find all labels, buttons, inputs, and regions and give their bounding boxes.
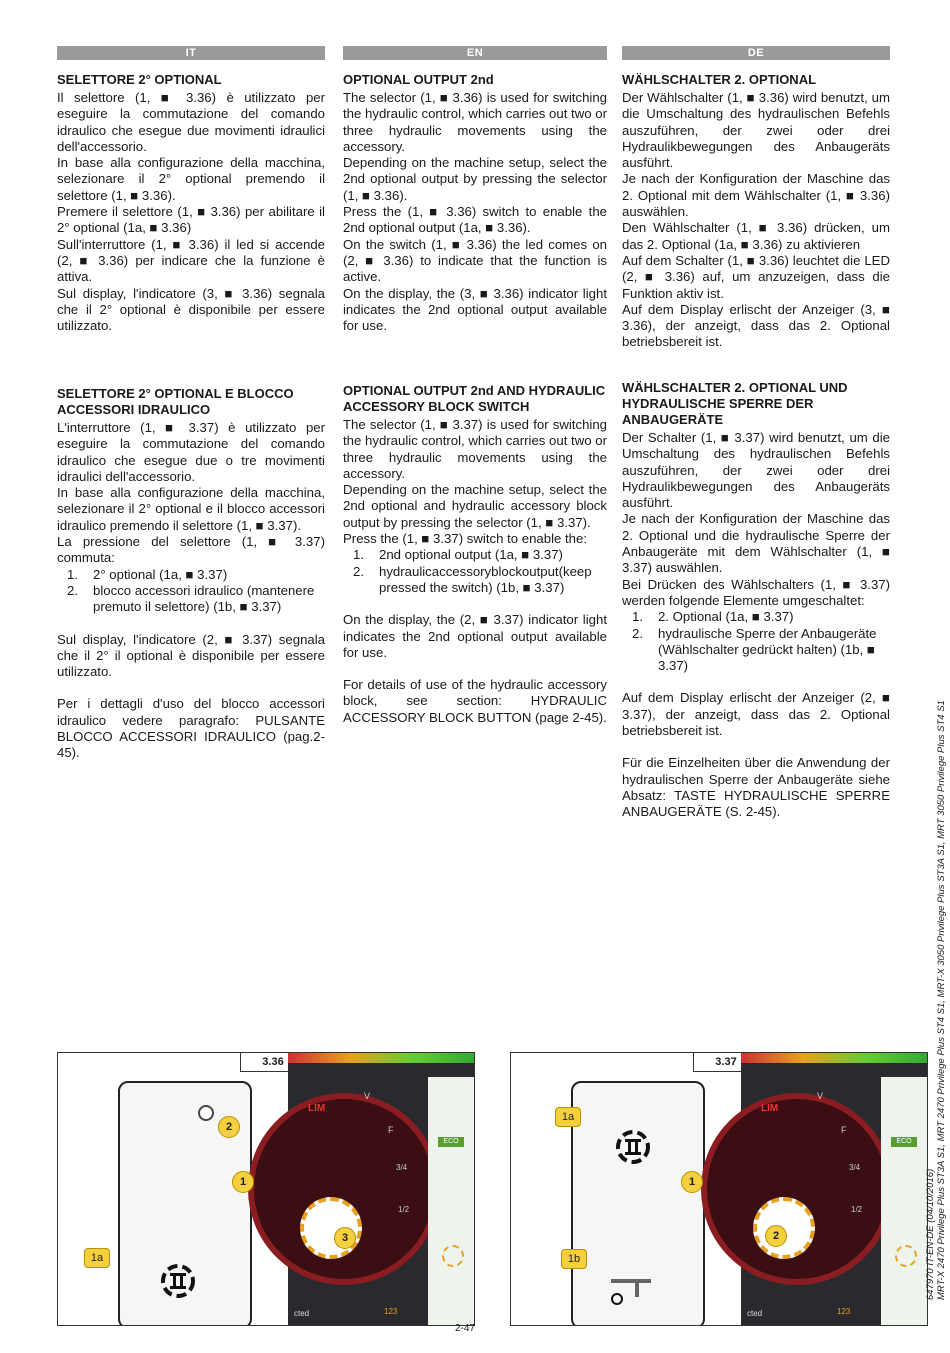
paragraph: On the display, the (2, ■ 3.37) indicator light indicates the 2nd optional output available for use.: [343, 612, 607, 660]
column-german: [622, 46, 890, 820]
eco-badge: ECO: [438, 1137, 464, 1147]
dashboard-display: [288, 1053, 474, 1325]
paragraph: Auf dem Display erlischt der Anzeiger (2, ■ 3.37), der anzeigt, dass das 2. Optional betriebsbereit ist.: [622, 690, 890, 739]
optional-output-indicator-icon: [442, 1245, 464, 1267]
voltage-label: V: [817, 1091, 824, 1101]
gauge-dial: [248, 1093, 440, 1285]
fuel-3-4-label: 3/4: [849, 1163, 861, 1172]
section-title: OPTIONAL OUTPUT 2nd AND HYDRAULIC ACCESSORY BLOCK SWITCH: [343, 383, 606, 414]
accessory-block-icon: [607, 1269, 657, 1309]
paragraph: Il selettore (1, ■ 3.36) è utilizzato per eseguire la commutazione del comando idraulico che esegue due movimenti idraulici dell'accessorio.: [57, 90, 325, 154]
fuel-1-2-label: 1/2: [851, 1205, 863, 1214]
dashboard-display: [741, 1053, 927, 1325]
section-title: SELETTORE 2° OPTIONAL: [57, 72, 222, 87]
list-item: 1. 2nd optional output (1a, ■ 3.37): [353, 547, 563, 563]
paragraph: Depending on the machine setup, select the 2nd optional output by pressing the selector (1, ■ 3.36).: [343, 155, 607, 203]
callout-1: 1: [681, 1171, 703, 1193]
led-indicator: [198, 1105, 214, 1121]
figure-3-37: [510, 1052, 928, 1326]
section-it-1: [57, 72, 325, 334]
section-en-2: [343, 383, 607, 726]
list-item: 2. hydraulische Sperre der Anbaugeräte (Wählschalter gedrückt halten) (1b, ■ 3.37): [632, 625, 877, 674]
section-de-1: [622, 72, 890, 351]
paragraph: In base alla configurazione della macchina, selezionare il 2° optional e il blocco accessori idraulico premendo il selettore (1, ■ 3.37).: [57, 485, 325, 533]
paragraph: Je nach der Konfiguration der Maschine das 2. Optional mit dem Wählschalter (1, ■ 3.36) auswählen.: [622, 171, 890, 220]
paragraph: Je nach der Konfiguration der Maschine das 2. Optional und die hydraulische Sperre der Anbaugeräte mit dem Wählschalter (1, ■ 3.37) auswählen.: [622, 511, 890, 576]
paragraph: For details of use of the hydraulic accessory block, see section: HYDRAULIC ACCESSORY BLOCK BUTTON (page 2-45).: [343, 677, 607, 725]
paragraph: L'interruttore (1, ■ 3.37) è utilizzato per eseguire la commutazione del comando idraulico che esegue due o tre movimenti idraulici dell'accessorio.: [57, 420, 325, 484]
page-number: 2-47: [455, 1323, 476, 1334]
lim-indicator: LIM: [308, 1103, 326, 1114]
list-item: 2. hydraulicaccessoryblockoutput(keep pressed the switch) (1b, ■ 3.37): [353, 563, 592, 595]
section-title: OPTIONAL OUTPUT 2nd: [343, 72, 494, 87]
fuel-1-2-label: 1/2: [398, 1205, 410, 1214]
lang-header-de: DE: [622, 46, 890, 60]
list-item: 1. 2° optional (1a, ■ 3.37): [67, 566, 228, 582]
section-de-2: [622, 380, 890, 821]
list-item: 2. blocco accessori idraulico (mantenere premuto il selettore) (1b, ■ 3.37): [67, 582, 315, 615]
fuel-3-4-label: 3/4: [396, 1163, 408, 1172]
callout-2: 2: [765, 1225, 787, 1247]
lang-header-en: EN: [343, 46, 607, 60]
selector-switch-panel: [571, 1081, 705, 1326]
fuel-full-label: F: [388, 1125, 394, 1135]
icon-column: [881, 1077, 927, 1325]
section-title: WÄHLSCHALTER 2. OPTIONAL: [622, 72, 817, 87]
paragraph: The selector (1, ■ 3.36) is used for switching the hydraulic control, which carries out two or three hydraulic movements using the accessory.: [343, 90, 607, 154]
paragraph: Press the (1, ■ 3.36) switch to enable the 2nd optional output (1a, ■ 3.36).: [343, 204, 607, 236]
optional-indicator-zoom: [300, 1197, 362, 1259]
lang-header-it: IT: [57, 46, 325, 60]
paragraph: Für die Einzelheiten über die Anwendung der hydraulischen Sperre der Anbaugeräte siehe Absatz: TASTE HYDRAULISCHE SPERRE ANBAUGERÄTE (S. 2-45).: [622, 755, 890, 820]
paragraph: On the display, the (3, ■ 3.36) indicator light indicates the 2nd optional output available for use.: [343, 285, 607, 334]
callout-1a: 1a: [555, 1107, 581, 1127]
paragraph: Sull'interruttore (1, ■ 3.36) il led si accende (2, ■ 3.36) per indicare che la funzione è attiva.: [57, 236, 325, 285]
optional-output-icon: [611, 1127, 655, 1167]
paragraph: Der Schalter (1, ■ 3.37) wird benutzt, um die Umschaltung des hydraulischen Befehls auszuführen, der zwei oder drei Hydraulikbewegungen des Anbaugeräts ausführt.: [622, 430, 890, 511]
callout-3: 3: [334, 1227, 356, 1249]
fuel-full-label: F: [841, 1125, 847, 1135]
icon-column: [428, 1077, 474, 1325]
paragraph: Depending on the machine setup, select the 2nd optional and hydraulic accessory block output by pressing the selector (1, ■ 3.37).: [343, 482, 607, 530]
paragraph: Der Wählschalter (1, ■ 3.36) wird benutzt, um die Umschaltung des hydraulischen Befehls auszuführen, der zwei oder drei Hydraulikbewegungen des Anbaugeräts ausführt.: [622, 90, 890, 171]
paragraph: Bei Drücken des Wählschalters (1, ■ 3.37) werden folgende Elemente umgeschaltet:: [622, 576, 890, 608]
list: [57, 567, 325, 616]
callout-2: 2: [218, 1116, 240, 1138]
status-text: cted: [294, 1309, 310, 1318]
section-title: WÄHLSCHALTER 2. OPTIONAL UND HYDRAULISCHE SPERRE DER ANBAUGERÄTE: [622, 380, 848, 427]
lim-indicator: LIM: [761, 1103, 779, 1114]
section-title: SELETTORE 2° OPTIONAL E BLOCCO ACCESSORI IDRAULICO: [57, 386, 294, 417]
paragraph: On the switch (1, ■ 3.36) the led comes on (2, ■ 3.36) to indicate that the function is active.: [343, 236, 607, 285]
voltage-label: V: [364, 1091, 371, 1101]
list-item: 1. 2. Optional (1a, ■ 3.37): [632, 609, 794, 625]
paragraph: Premere il selettore (1, ■ 3.36) per abilitare il 2° optional (1a, ■ 3.36): [57, 204, 325, 236]
figure-label: 3.37: [693, 1053, 759, 1072]
column-english: [343, 46, 607, 725]
document-footer-rotated: [925, 700, 947, 1300]
counter-readout: 123: [837, 1307, 851, 1316]
paragraph: In base alla configurazione della macchina, selezionare il 2° optional premendo il selettore (1, ■ 3.36).: [57, 155, 325, 203]
model-list: MRT-X 2470 Privilege Plus ST3A S1, MRT 2470 Privilege Plus ST4 S1, MRT-X 3050 Privilege Plus ST3A S1, MRT 3050 Privilege Plus ST4 S1: [936, 700, 947, 1300]
list: [343, 547, 607, 596]
paragraph: Sul display, l'indicatore (3, ■ 3.36) segnala che il 2° optional è disponibile per essere utilizzato.: [57, 285, 325, 334]
paragraph: Auf dem Schalter (1, ■ 3.36) leuchtet die LED (2, ■ 3.36) auf, um anzuzeigen, dass die Funktion aktiv ist.: [622, 252, 890, 301]
document-code: 647970 IT-EN-DE (04/10/2016): [925, 1168, 936, 1300]
callout-1: 1: [232, 1171, 254, 1193]
paragraph: Auf dem Display erlischt der Anzeiger (3, ■ 3.36), der anzeigt, dass das 2. Optional betriebsbereit ist.: [622, 301, 890, 350]
status-text: cted: [747, 1309, 763, 1318]
counter-readout: 123: [384, 1307, 398, 1316]
optional-output-icon: [156, 1261, 200, 1301]
eco-badge: ECO: [891, 1137, 917, 1147]
callout-1a: 1a: [84, 1248, 110, 1268]
paragraph: Den Wählschalter (1, ■ 3.36) drücken, um das 2. Optional (1a, ■ 3.36) zu aktivieren: [622, 220, 890, 252]
column-italian: [57, 46, 325, 761]
paragraph: The selector (1, ■ 3.37) is used for switching the hydraulic control, which carries out two or three hydraulic movements using the accessory.: [343, 417, 607, 481]
optional-output-indicator-icon: [895, 1245, 917, 1267]
section-it-2: [57, 386, 325, 762]
callout-1b: 1b: [561, 1249, 587, 1269]
paragraph: Press the (1, ■ 3.37) switch to enable the:: [343, 531, 588, 547]
section-en-1: [343, 72, 607, 334]
paragraph: La pressione del selettore (1, ■ 3.37) commuta:: [57, 534, 325, 566]
paragraph: Sul display, l'indicatore (2, ■ 3.37) segnala che il 2° il optional è disponibile per essere utilizzato.: [57, 631, 325, 680]
gauge-dial: [701, 1093, 893, 1285]
list: [622, 609, 890, 674]
paragraph: Per i dettagli d'uso del blocco accessori idraulico vedere paragrafo: PULSANTE BLOCCO ACCESSORI IDRAULICO (pag.2-45).: [57, 696, 325, 761]
figure-label: 3.36: [240, 1053, 306, 1072]
figure-3-36: [57, 1052, 475, 1326]
